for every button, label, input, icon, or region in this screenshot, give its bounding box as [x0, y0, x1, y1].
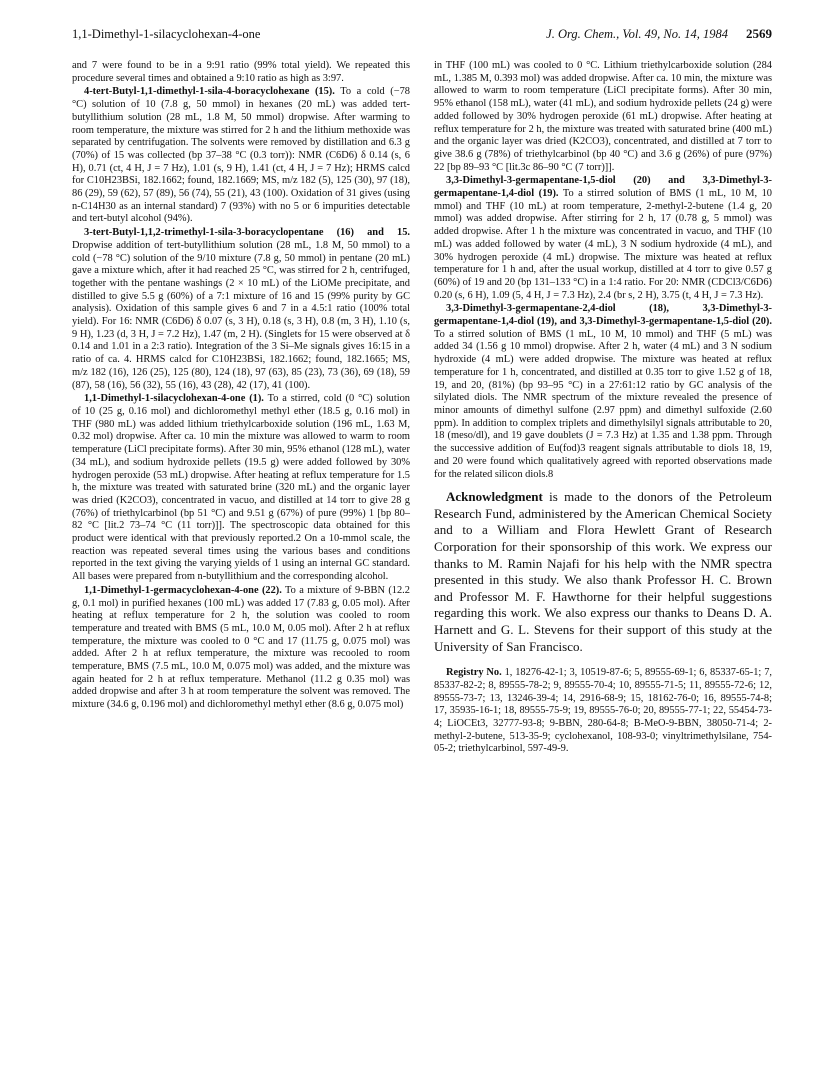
continuation-paragraph-right: in THF (100 mL) was cooled to 0 °C. Lithium triethylcarboxide solution (284 mL, 1.385 M, 0.393 mol) was added dropwise. After ca. 10 min, the mixture was allowed to warm to room temperature (LiCl precipitate forms). After 30 min, 95% ethanol (158 mL), water (41 mL), and sodium hydroxide pellets (24 g) were added followed by 30% hydrogen peroxide (61 mL) dropwise. After heating at reflux temperature for 2 h, the mixture was treated with saturated brine (400 mL) and the organic layer was dried (K2CO3), concentrated, and distilled at 7 torr to give 38.6 g (78%) of triethylcarbinol (bp 40 °C) and 3.6 g (26%) of pure (97%) 22 [bp 89–93 °C [lit.3c 86–90 °C (7 torr)]].: [434, 60, 772, 173]
running-head-right: [546, 26, 772, 42]
acknowledgment-heading: Acknowledgment: [446, 489, 543, 505]
procedure-20-heading: 3,3-Dimethyl-3-germapentane-1,5-diol (20) and 3,3-Dimethyl-3-germapentane-1,4-diol (19).: [434, 175, 772, 200]
procedure-1-text: To a stirred, cold (0 °C) solution of 10 (25 g, 0.16 mol) and dichloromethyl methyl ether (18.5 g, 0.16 mol) in THF (980 mL) was added lithium triethylcarboxide solution (196 mL, 1.63 M, 0.32 mol) dropwise. After ca. 10 min the mixture was allowed to warm to room temperature (LiCl precipitate forms). After 30 min, 95% ethanol (128 mL), water (34 mL), and sodium hydroxide pellets (19.5 g) were added followed by 30% hydrogen peroxide (53 mL) dropwise. After heating at reflux temperature for 1.5 h, the mixture was treated with saturated brine (320 mL) and the organic layer was dried (K2CO3), concentrated in vacuo, and distilled at 14 torr to give 28 g (76%) of triethylcarbinol (bp 51 °C) and 9.51 g (67%) of pure (99%) 1 [bp 80–82 °C [lit.2 73–74 °C (11 torr)]]. The spectroscopic data obtained for this product were identical with that previously reported.2 On a 10-mmol scale, the reaction was repeated several times using the various bases and conditions reported in the text giving the varying yields of 1 using an internal GC standard. All bases were prepared from n-butyllithium and the corresponding alcohol.: [72, 393, 410, 583]
registry-text: 1, 18276-42-1; 3, 10519-87-6; 5, 89555-69-1; 6, 85337-65-1; 7, 85337-82-2; 8, 89555-78-2; 9, 89555-70-4; 10, 89555-71-5; 11, 89555-72-6; 12, 89555-73-7; 13, 13246-39-4; 14, 2916-68-9; 15, 18162-76-0; 16, 89555-74-8; 17, 35935-16-1; 18, 89555-75-9; 19, 89555-76-0; 20, 89555-77-1; 22, 55454-73-4; LiOCEt3, 32777-93-8; 9-BBN, 280-64-8; B-MeO-9-BBN, 38050-71-4; 2-methyl-2-butene, 513-35-9; cyclohexanol, 108-93-0; vinyltrimethylsilane, 754-05-2; triethylcarbinol, 597-49-9.: [434, 667, 772, 755]
right-column: [434, 60, 772, 756]
page-number: 2569: [746, 26, 772, 41]
registry-heading: Registry No.: [446, 667, 502, 679]
procedure-1-heading: 1,1-Dimethyl-1-silacyclohexan-4-one (1).: [84, 393, 264, 405]
procedure-22: [72, 585, 410, 712]
procedure-15: [72, 86, 410, 226]
procedure-16-heading: 3-tert-Butyl-1,1,2-trimethyl-1-sila-3-boracyclopentane (16) and 15.: [84, 227, 410, 239]
procedure-1: [72, 393, 410, 584]
acknowledgment-text: is made to the donors of the Petroleum Research Fund, administered by the American Chemical Society and to a William and Flora Hewlett Grant of Research Corporation for their sponsorship of this work. We express our thanks to M. Ramin Najafi for his help with the NMR spectra presented in this study. We also thank Professor H. C. Brown and Professor M. F. Hawthorne for their helpful suggestions regarding this work. We also express our thanks to Deans D. A. Harnett and G. L. Stevens for their support of this study at the University of San Francisco.: [434, 489, 772, 654]
procedure-15-heading: 4-tert-Butyl-1,1-dimethyl-1-sila-4-boracyclohexane (15).: [84, 86, 335, 98]
running-head-title: 1,1-Dimethyl-1-silacyclohexan-4-one: [72, 27, 261, 41]
journal-citation: J. Org. Chem., Vol. 49, No. 14, 1984: [546, 27, 728, 41]
procedure-22-text: To a mixture of 9-BBN (12.2 g, 0.1 mol) in purified hexanes (100 mL) was added 17 (7.83 g, 0.05 mol). After heating at reflux temperature for 2 h, the solution was cooled to room temperature and treated with BMS (5 mL, 10.0 M, 0.05 mol). After 2 h at reflux temperature, the mixture was cooled to 0 °C and 17 (11.75 g, 0.075 mol) was added. After 2 h at reflux temperature, the mixture was recooled to room temperature, BMS (7.5 mL, 10.0 M, 0.075 mol) was added, and the mixture was again heated for 2 h at reflux temperature. Methanol (11.2 g 0.35 mol) was added dropwise and after 3 h at room temperature the solvent was removed. The mixture (34.6 g, 0.196 mol) and dichloromethyl methyl ether (8.6 g, 0.075 mol): [72, 584, 410, 711]
procedure-20-text: To a stirred solution of BMS (1 mL, 10 M, 10 mmol) and THF (10 mL) at room temperature, 2-methyl-2-butene (1.4 g, 20 mmol) was added dropwise. After stirring for 2 h, 17 (0.78 g, 5 mmol) was added dropwise. After 1 h the mixture was concentrated in vacuo, and THF (10 mL) was added followed by water (4 mL), 3 N sodium hydroxide (4 mL), and 30% hydrogen peroxide (4 mL) dropwise. The mixture was heated at reflux temperature for 1 h and, after the usual workup, distilled at 4 torr to give 0.57 g (60%) of 19 and 20 (bp 131–133 °C) in a 1:4 ratio. For 20: NMR (CDCl3/C6D6) 0.20 (s, 6 H), 1.09 (5, 4 H, J = 7.3 Hz), 2.4 (br s, 2 H), 3.75 (t, 4 H, J = 7.3 Hz).: [434, 188, 772, 301]
left-column: [72, 60, 410, 756]
procedure-22-heading: 1,1-Dimethyl-1-germacyclohexan-4-one (22).: [84, 584, 282, 596]
continuation-paragraph: and 7 were found to be in a 9:91 ratio (99% total yield). We repeated this procedure several times and obtained a 9:10 ratio as high as 3:97.: [72, 60, 410, 84]
procedure-16-text: Dropwise addition of tert-butyllithium solution (28 mL, 1.8 M, 50 mmol) to a cold (−78 °C) solution of the 9/10 mixture (7.8 g, 50 mmol) in pentane (20 mL) gave a mixture which, after it had reached 25 °C, was stirred for 2 h, centrifuged, together with the pentane washings (2 × 10 mL) of the LiOMe precipitate, and distilled to give 5.5 g (60%) of a 7:1 mixture of 16 and 15 (99% purity by GC analysis). Oxidation of this sample gives 6 and 7 in a 4.5:1 ratio (100% total yield). For 16: NMR (C6D6) δ 0.07 (s, 3 H), 0.18 (s, 3 H), 0.8 (m, 3 H), 1.10 (s, 9 H), 1.23 (d, 3 H, J = 7.2 Hz), 1.47 (m, 2 H). (Singlets for 15 were observed at δ 0.14 and 1.01 in a 2:3 ratio). Integration of the 3 Si–Me signals gives 16:15 in a ratio of ca. 4. HRMS calcd for C10H23BSi, 182.1662; found, 182.1665; MS, m/z 182 (16), 126 (25), 125 (80), 124 (18), 97 (63), 85 (23), 73 (36), 69 (18), 59 (87), 58 (16), 56 (32), 55 (16), 43 (28), 42 (17), 41 (100).: [72, 239, 410, 391]
running-head: [72, 26, 772, 46]
procedure-18-text: To a stirred solution of BMS (1 mL, 10 M, 10 mmol) and THF (5 mL) was added 34 (1.56 g 10 mmol) dropwise. After 2 h, water (4 mL) and 3 N sodium hydroxide (4 mL) were added dropwise. The mixture was heated at reflux temperature for 1 h, concentrated, and distilled at 0.35 torr to give 1.52 g of 18, 19, and 20, (81%) (bp 93–95 °C) in a 27:61:12 ratio by GC analysis of the silylated diols. The NMR spectrum of the mixture revealed the presence of minor amounts of dimethyl sulfone (2.97 ppm) and dimethyl sulfoxide (2.60 ppm). In addition to complex triplets and dimethylsilyl signals attributable to 20, 18 (meso/dl), and 19 gave doublets (J = 7.3 Hz) at 1.35 and 1.38 ppm. Through the successive addition of Eu(fod)3 reagent signals attributable to diols 18, 19, and 20 were found which qualitatively agreed with reported observations made for the related silicon diols.8: [434, 328, 772, 480]
procedure-18: [434, 303, 772, 481]
acknowledgment: [434, 489, 772, 655]
procedure-18-heading: 3,3-Dimethyl-3-germapentane-2,4-diol (18), 3,3-Dimethyl-3-germapentane-1,4-diol (19), and 3,3-Dimethyl-3-germapentane-1,5-diol (20).: [434, 303, 772, 328]
procedure-15-text: To a cold (−78 °C) solution of 10 (7.8 g, 50 mmol) in hexanes (20 mL) was added tert-butyllithium solution (28 mL, 1.8 M, 50 mmol) dropwise. After warming to room temperature, the mixture was stirred for 2 h and the lithium methoxide was separated by centrifugation. The solvents were removed by distillation and 6.3 g (70%) of 15 was collected (bp 37–38 °C (0.3 torr)): NMR (C6D6) δ 0.14 (s, 6 H), 0.71 (ct, 4 H, J = 7 Hz), 1.01 (s, 9 H), 1.41 (ct, 4 H, J = 7 Hz); HRMS calcd for C10H23BSi, 182.1662; found, 182.1669; MS, m/z 182 (5), 125 (30), 97 (18), 86 (29), 59 (62), 57 (89), 56 (74), 55 (21), 43 (100). Oxidation of 31 gives (using n-C14H30 as an internal standard) 7 (93%) with no 5 or 6 impurities detectable and tert-butyl alcohol (94%).: [72, 86, 410, 225]
two-column-body: [72, 60, 772, 756]
procedure-16: [72, 227, 410, 392]
registry-numbers: [434, 667, 772, 756]
procedure-20: [434, 175, 772, 302]
